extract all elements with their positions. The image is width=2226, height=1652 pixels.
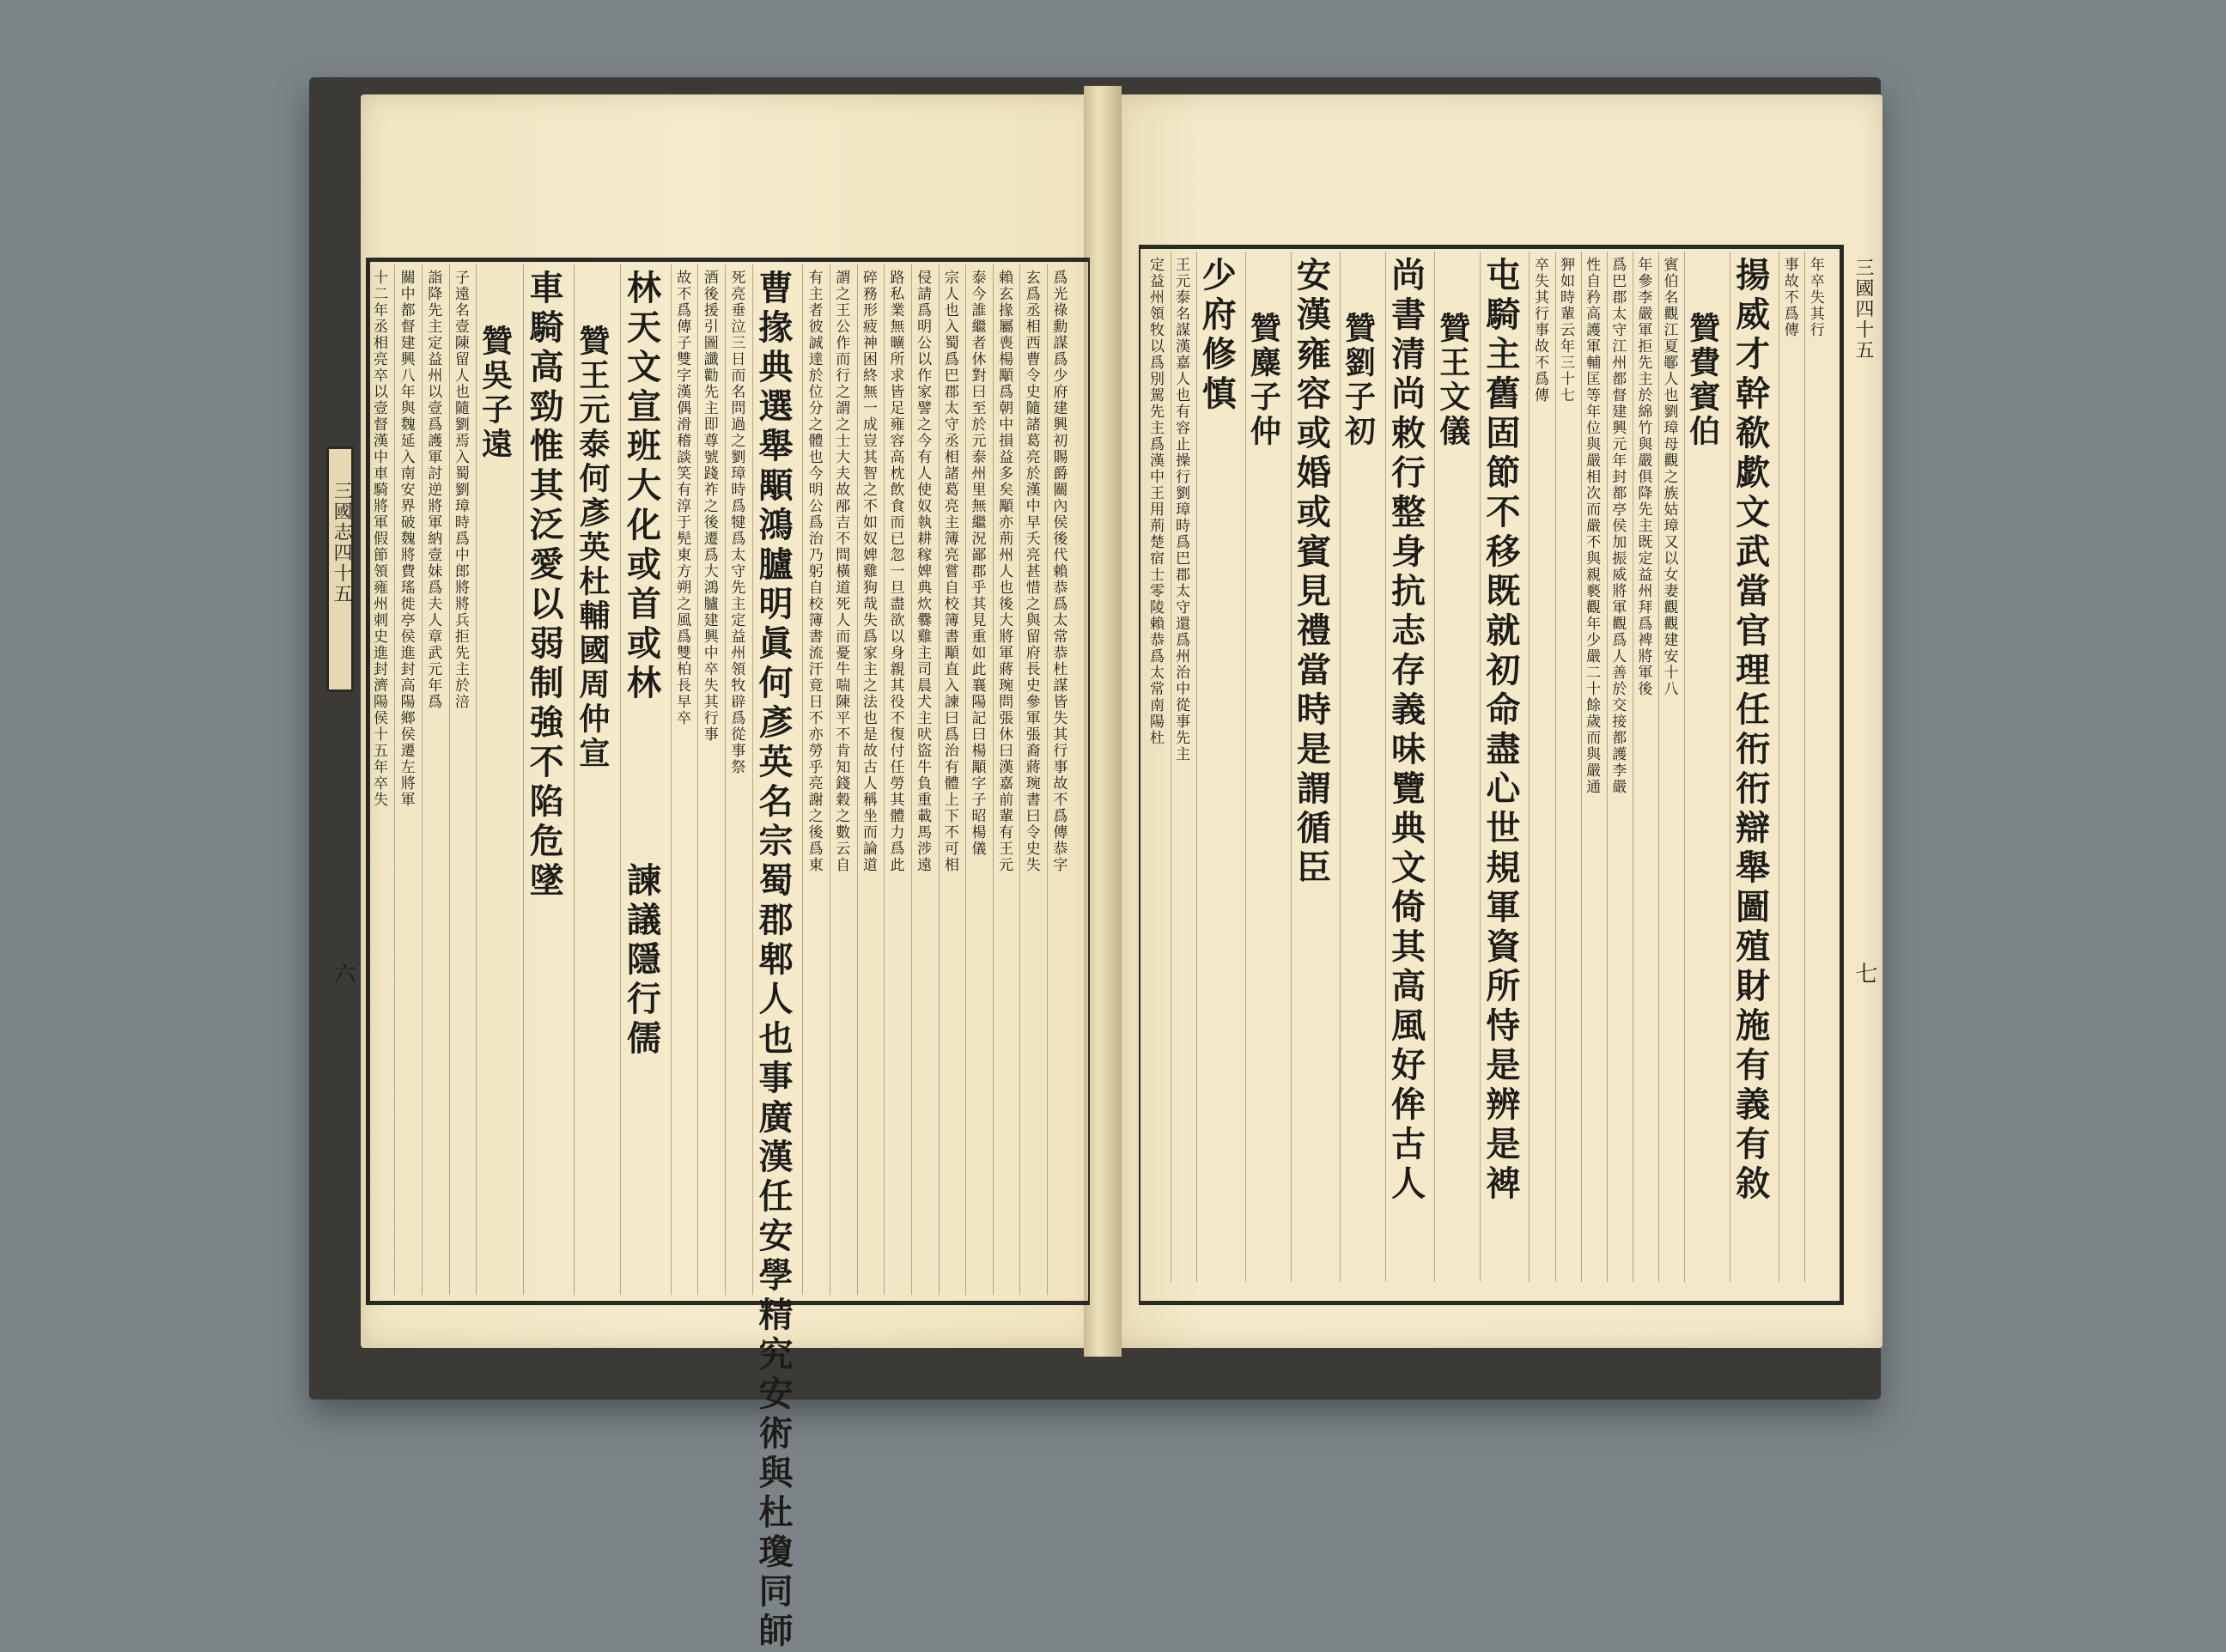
left-column-12: 死亮垂泣三日而名問過之劉璋時爲犍爲太守先主定益州領牧辟爲從事祭 <box>727 270 745 775</box>
right-column-13: 尚書清尚敕行整身抗志存義味覽典文倚其高風好侔古人 <box>1385 257 1426 1205</box>
left-column-1: 爲光祿勳謀爲少府建興初賜爵關內侯後代賴恭爲太常恭杜謀皆失其行事故不爲傳恭字 <box>1049 270 1067 873</box>
right-column-rule <box>1658 252 1659 1282</box>
right-column-16: 贊麋子仲 <box>1245 312 1282 449</box>
right-column-15: 安漢雍容或婚或賓見禮當時是謂循臣 <box>1291 257 1332 889</box>
left-column-19: 子遠名壹陳留人也隨劉焉入蜀劉璋時爲中郎將將兵拒先主於涪 <box>451 270 469 710</box>
right-column-10: 卒失其行事故不爲傳 <box>1530 257 1548 404</box>
left-column-rule <box>449 264 450 1295</box>
right-column-7: 爲巴郡太守江州都督建興元年封都亭侯加振威將軍觀爲人善於交接都護李嚴 <box>1609 257 1627 795</box>
right-column-rule <box>1480 252 1481 1282</box>
right-column-8: 性自矜高護軍輔匡等年位與嚴相次而嚴不與親褻觀年少嚴二十餘歲而與嚴通 <box>1583 257 1601 795</box>
right-column-rule <box>1607 252 1608 1282</box>
right-column-11: 屯騎主舊固節不移既就初命盡心世規軍資所恃是辨是裨 <box>1480 257 1521 1205</box>
left-column-rule <box>752 264 753 1295</box>
right-column-rule <box>1291 252 1292 1282</box>
left-column-4: 泰今誰繼者休對曰至於元泰州里無繼況鄙郡乎其見重如此襄陽記曰楊顒字子昭楊儀 <box>968 270 986 857</box>
right-column-14: 贊劉子初 <box>1340 312 1377 449</box>
left-column-16: 贊王元泰何彥英杜輔國周仲宣 <box>574 325 611 771</box>
left-column-6: 侵請爲明公以作家譬之今有人使奴執耕稼婢典炊爨雞主司晨犬主吠盜牛負重載馬涉遠 <box>914 270 932 873</box>
left-column-rule <box>697 264 698 1295</box>
left-column-21: 關中都督建興八年與魏延入南安界破魏將費瑤徙亭侯進封高陽鄉侯遷左將軍 <box>397 270 415 808</box>
right-column-19: 定益州領牧以爲別駕先主爲漢中王用荊楚宿士零陵賴恭爲太常南陽杜 <box>1146 257 1164 746</box>
left-column-rule <box>884 264 885 1295</box>
right-column-rule <box>1804 252 1805 1282</box>
left-page-number: 六 <box>330 962 356 986</box>
right-column-rule <box>1684 252 1685 1282</box>
left-column-20: 詣降先主定益州以壹爲護軍討逆將軍納壹妹爲夫人章武元年爲 <box>424 270 442 710</box>
left-column-rule <box>857 264 858 1295</box>
left-column-rule <box>620 264 621 1295</box>
right-column-9: 狎如時輩云年三十七 <box>1557 257 1575 404</box>
right-column-rule <box>1529 252 1530 1282</box>
right-column-rule <box>1340 252 1341 1282</box>
left-column-rule <box>965 264 966 1295</box>
left-column-11: 曹掾典選舉顒鴻臚明眞何彥英名宗蜀郡郫人也事廣漢任安學精究安術與杜瓊同師 <box>753 270 794 1652</box>
left-column-rule <box>523 264 524 1295</box>
right-column-rule <box>1196 252 1197 1282</box>
left-column-15: 林天文宣班大化或首或林 諫議隱行儒 <box>621 270 662 1060</box>
left-column-rule <box>394 264 395 1295</box>
right-column-17: 少府修慎 <box>1196 257 1238 415</box>
left-column-rule <box>802 264 803 1295</box>
left-column-22: 十二年丞相亮卒以壹督漢中車騎將軍假節領雍州刺史進封濟陽侯十五年卒失 <box>370 270 387 808</box>
left-column-5: 宗人也入蜀爲巴郡太守丞相諸葛亮主簿亮嘗自校簿書顒直入諫曰爲治有體上下不可相 <box>940 270 958 873</box>
left-column-3: 賴玄掾屬喪楊顒爲朝中損益多矣顒亦荊州人也後大將軍蔣琬問張休曰漢嘉前輩有王元 <box>995 270 1013 873</box>
left-column-rule <box>939 264 940 1295</box>
left-margin-label: 三國志四十五 <box>331 481 352 604</box>
right-column-rule <box>1555 252 1556 1282</box>
left-column-rule <box>1019 264 1020 1295</box>
right-column-rule <box>1581 252 1582 1282</box>
left-column-rule <box>574 264 575 1295</box>
right-page-number: 七 <box>1852 962 1877 986</box>
right-column-6: 年參李嚴軍拒先主於綿竹與嚴俱降先主既定益州拜爲裨將軍後 <box>1634 257 1652 697</box>
right-column-18: 王元泰名謀漢嘉人也有容止操行劉璋時爲巴郡太守還爲州治中從事先主 <box>1172 257 1190 762</box>
left-column-rule <box>993 264 994 1295</box>
right-column-5: 賓伯名觀江夏鄳人也劉璋母觀之族姑璋又以女妻觀觀建安十八 <box>1660 257 1678 697</box>
right-column-2: 事故不爲傳 <box>1780 257 1798 338</box>
left-column-14: 故不爲傳子雙字漢偶滑稽談笑有淳于髡東方朔之風爲雙柏長早卒 <box>673 270 691 726</box>
right-column-4: 贊費賓伯 <box>1684 312 1721 449</box>
left-column-8: 碎務形疲神困終無一成豈其智之不如奴婢雞狗哉失爲家主之法也是故古人稱坐而論道 <box>859 270 877 873</box>
right-margin-label: 三國四十五 <box>1852 258 1874 361</box>
left-column-7: 路私業無曠所求皆足雍容高枕飲食而已忽一旦盡欲以身親其役不復付任勞其體力爲此 <box>886 270 904 873</box>
right-column-3: 揚威才幹欷歔文武當官理任衎衎辯舉圖殖財施有義有敘 <box>1730 257 1771 1205</box>
left-column-2: 玄爲丞相西曹令史隨諸葛亮於漢中早夭亮甚惜之與留府長史參軍張裔蔣琬書曰令史失 <box>1022 270 1040 873</box>
left-column-17: 車騎高勁惟其泛愛以弱制強不陷危墜 <box>524 270 565 902</box>
right-column-rule <box>1245 252 1246 1282</box>
left-column-rule <box>422 264 423 1295</box>
left-column-9: 謂之王公作而行之謂之士大夫故邴吉不問橫道死人而憂牛喘陳平不肯知錢穀之數云自 <box>832 270 850 873</box>
left-column-rule <box>1047 264 1048 1295</box>
left-column-10: 有主者彼誠達於位分之體也今明公爲治乃躬自校簿書流汗竟日不亦勞乎亮謝之後爲東 <box>805 270 823 873</box>
left-column-rule <box>671 264 672 1295</box>
left-column-rule <box>476 264 477 1295</box>
left-column-rule <box>725 264 726 1295</box>
left-column-13: 酒後援引圖讖勸先主即尊號踐祚之後遷爲大鴻臚建興中卒失其行事 <box>700 270 718 743</box>
left-column-rule <box>911 264 912 1295</box>
right-column-rule <box>1434 252 1435 1282</box>
right-column-1: 年卒失其行 <box>1806 257 1824 338</box>
right-column-12: 贊王文儀 <box>1434 312 1471 449</box>
left-column-18: 贊吳子遠 <box>477 325 514 462</box>
right-column-rule <box>1385 252 1386 1282</box>
